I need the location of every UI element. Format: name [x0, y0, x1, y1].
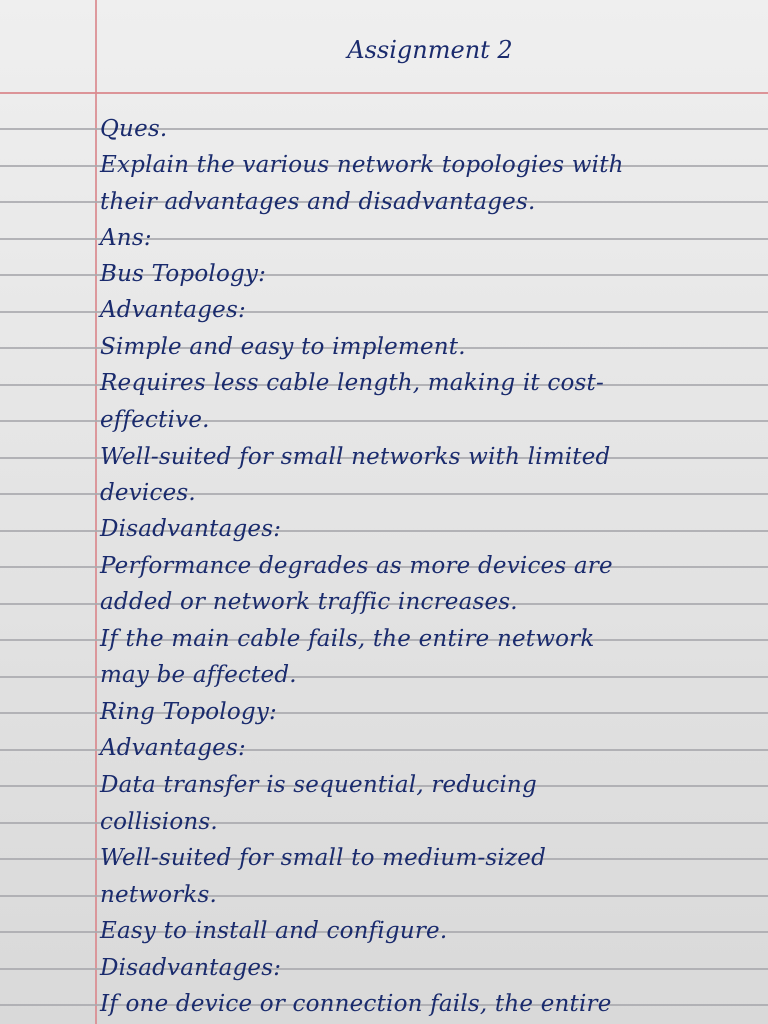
text-line: If one device or connection fails, the entire	[100, 991, 612, 1017]
text-line: If the main cable fails, the entire network	[100, 626, 595, 652]
text-line: networks.	[100, 882, 218, 908]
text-line: collisions.	[100, 809, 218, 835]
text-line: Disadvantages:	[100, 955, 282, 981]
text-line: Ring Topology:	[100, 699, 277, 725]
text-line: Explain the various network topologies with	[100, 152, 624, 178]
text-line: Bus Topology:	[100, 261, 267, 287]
header-rule	[0, 92, 768, 94]
text-line: Well-suited for small to medium-sized	[100, 845, 547, 871]
text-line: devices.	[100, 480, 196, 506]
text-line: added or network traffic increases.	[100, 589, 518, 615]
text-line: Well-suited for small networks with limited	[100, 444, 611, 470]
text-line: effective.	[100, 407, 210, 433]
page-title: Assignment 2	[347, 36, 513, 64]
text-line: Performance degrades as more devices are	[100, 553, 613, 579]
text-line: Data transfer is sequential, reducing	[100, 772, 537, 798]
text-line: Requires less cable length, making it cost-	[100, 370, 604, 396]
text-line: Ans:	[100, 225, 152, 251]
text-line: their advantages and disadvantages.	[100, 189, 536, 215]
text-line: Disadvantages:	[100, 516, 282, 542]
text-line: Easy to install and configure.	[100, 918, 448, 944]
text-line: Ques.	[100, 116, 168, 142]
text-line: may be affected.	[100, 662, 297, 688]
text-line: Advantages:	[100, 297, 246, 323]
margin-line	[95, 0, 97, 1024]
text-line: Simple and easy to implement.	[100, 334, 466, 360]
text-line: Advantages:	[100, 735, 246, 761]
